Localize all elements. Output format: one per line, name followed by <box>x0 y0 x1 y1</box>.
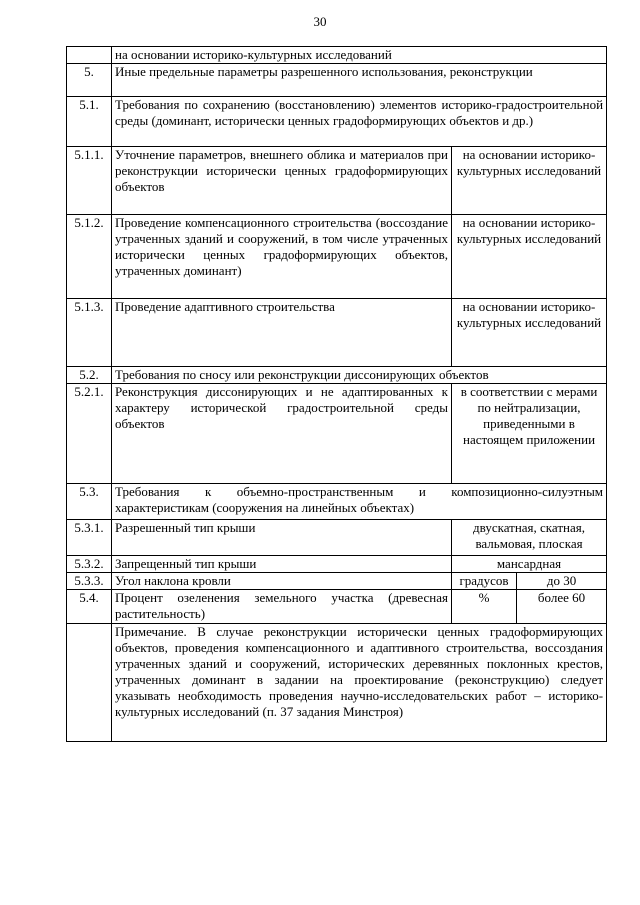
table-row <box>67 64 607 97</box>
row-number <box>67 624 112 742</box>
row-number: 5.3. <box>67 484 112 520</box>
table-row <box>67 573 607 590</box>
table-row <box>67 520 607 556</box>
table-row <box>67 147 607 215</box>
row-value: до 30 <box>517 573 607 590</box>
row-text: на основании историко-культурных исследований <box>112 47 607 64</box>
table-row <box>67 384 607 484</box>
row-text: Запрещенный тип крыши <box>112 556 452 573</box>
table-row <box>67 367 607 384</box>
regulations-table <box>66 46 607 742</box>
table-row <box>67 624 607 742</box>
table-row <box>67 299 607 367</box>
table-row <box>67 97 607 147</box>
row-text: Проведение компенсационного строительства (воссоздание утраченных зданий и сооружений, в том числе утраченных исторически ценных градоформирующих объектов, утраченных доминант) <box>112 215 452 299</box>
row-value: в соответствии с мерами по нейтрализации, приведенными в настоящем приложении <box>452 384 607 484</box>
row-number: 5.3.3. <box>67 573 112 590</box>
row-number: 5.2. <box>67 367 112 384</box>
row-text: Уточнение параметров, внешнего облика и материалов при реконструкции исторически ценных градоформирующих объектов <box>112 147 452 215</box>
row-text: Реконструкция диссонирующих и не адаптированных к характеру исторической градостроительной среды объектов <box>112 384 452 484</box>
table-row <box>67 215 607 299</box>
row-text: Требования по сохранению (восстановлению) элементов историко-градостроительной среды (доминант, исторически ценных градоформирующих объектов и др.) <box>112 97 607 147</box>
page-number: 30 <box>313 14 327 29</box>
row-text: Разрешенный тип крыши <box>112 520 452 556</box>
row-value: мансардная <box>452 556 607 573</box>
row-number: 5.2.1. <box>67 384 112 484</box>
row-text: Угол наклона кровли <box>112 573 452 590</box>
row-text: Иные предельные параметры разрешенного использования, реконструкции <box>112 64 607 97</box>
row-value: более 60 <box>517 590 607 624</box>
row-number: 5.1.3. <box>67 299 112 367</box>
row-number: 5.3.1. <box>67 520 112 556</box>
row-value: на основании историко-культурных исследований <box>452 147 607 215</box>
table-row <box>67 556 607 573</box>
table-row <box>67 484 607 520</box>
row-value: двускатная, скатная, вальмовая, плоская <box>452 520 607 556</box>
row-number: 5.4. <box>67 590 112 624</box>
row-text: Требования по сносу или реконструкции диссонирующих объектов <box>112 367 607 384</box>
row-number: 5.1. <box>67 97 112 147</box>
row-unit: градусов <box>452 573 517 590</box>
row-value: на основании историко-культурных исследований <box>452 299 607 367</box>
row-number: 5. <box>67 64 112 97</box>
row-number: 5.1.2. <box>67 215 112 299</box>
table-row <box>67 47 607 64</box>
row-number: 5.3.2. <box>67 556 112 573</box>
row-number: 5.1.1. <box>67 147 112 215</box>
table-row <box>67 590 607 624</box>
note-text: Примечание. В случае реконструкции исторически ценных градоформирующих объектов, проведения компенсационного и адаптивного строительства, воссоздания утраченных зданий и сооружений, исторических деревянных поклонных крестов, утраченных доминант в задании на проектирование (реконструкцию) следует указывать необходимость проведения научно-исследовательских работ – историко-культурных исследований (п. 37 задания Минстроя) <box>112 624 607 742</box>
row-text: Проведение адаптивного строительства <box>112 299 452 367</box>
row-text: Требования к объемно-пространственным и композиционно-силуэтным характеристикам (сооружения на линейных объектах) <box>112 484 607 520</box>
row-number <box>67 47 112 64</box>
row-text: Процент озеленения земельного участка (древесная растительность) <box>112 590 452 624</box>
row-value: на основании историко-культурных исследований <box>452 215 607 299</box>
row-unit: % <box>452 590 517 624</box>
